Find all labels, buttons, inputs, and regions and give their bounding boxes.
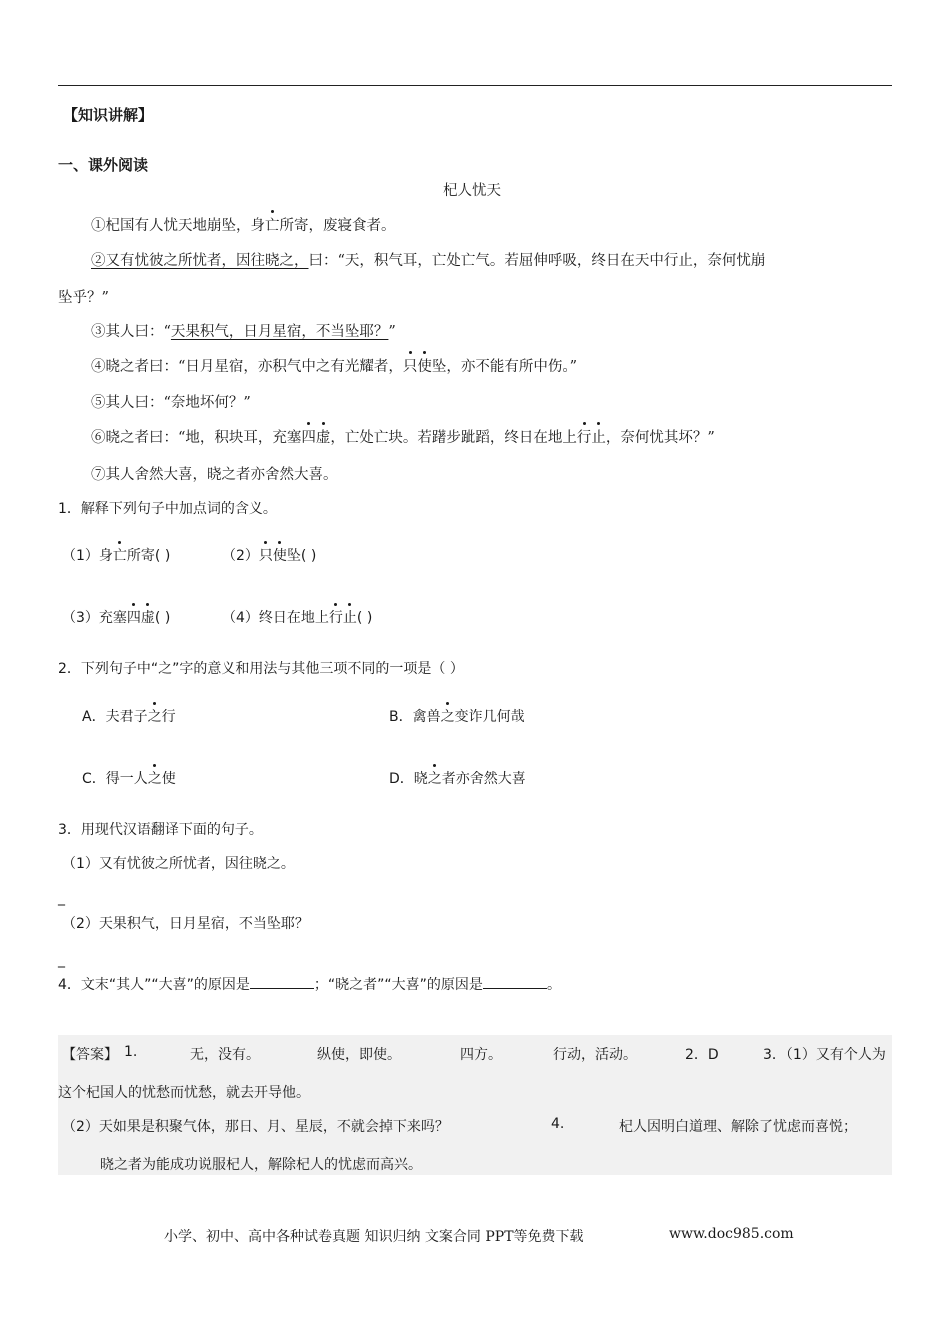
dotted-word: 四 <box>127 607 141 627</box>
answer-3-1: 3．（1）又有个人为 <box>763 1047 886 1063</box>
passage-paragraph-7: ⑦其人舍然大喜，晓之者亦舍然大喜。 <box>91 467 338 483</box>
question-1-item-2: （2）只使坠( ) <box>222 545 316 565</box>
question-3-stem: 3．用现代汉语翻译下面的句子。 <box>58 822 263 838</box>
question-3-sentence-2: （2）天果积气，日月星宿，不当坠耶？ <box>62 916 309 932</box>
dotted-word: 虚 <box>316 426 331 447</box>
question-4: 4．文末“其人”“大喜”的原因是 ；“晓之者”“大喜”的原因是 。 <box>58 974 561 994</box>
passage-paragraph-6: ⑥晓之者曰：“地，积块耳，充塞四虚，亡处亡块。若躇步跐蹈，终日在地上行止，奈何忧其坏？” <box>91 426 715 447</box>
dotted-word: 只 <box>259 545 273 565</box>
answer-3-2: （2）天如果是积聚气体，那日、月、星辰，不就会掉下来吗？ <box>62 1119 449 1135</box>
answer-line-mark: _ <box>58 890 65 906</box>
answer-4-number: 4. <box>551 1116 565 1132</box>
dotted-word: 虚 <box>141 607 155 627</box>
dotted-word: 亡 <box>113 545 127 565</box>
answer-line-mark: _ <box>58 952 65 968</box>
dotted-word: 止 <box>343 607 357 627</box>
answer-number: 1. <box>124 1044 138 1060</box>
answer-1-4: 行动，活动。 <box>553 1047 637 1063</box>
option-d[interactable]: D．晓之者亦舍然大喜 <box>389 768 526 788</box>
dotted-word: 行 <box>329 607 343 627</box>
option-c[interactable]: C．得一人之使 <box>82 768 176 788</box>
question-1-item-1: （1）身亡所寄( ) <box>62 545 170 565</box>
answer-1-2: 纵使，即使。 <box>317 1047 401 1063</box>
dotted-word: 使 <box>417 355 432 376</box>
fill-blank[interactable] <box>250 974 314 989</box>
question-2-stem: 2．下列句子中“之”字的意义和用法与其他三项不同的一项是（ ） <box>58 661 464 677</box>
passage-paragraph-5: ⑤其人曰：“奈地坏何？” <box>91 395 251 411</box>
answer-1-3: 四方。 <box>460 1047 502 1063</box>
section-header: 【知识讲解】 <box>63 106 154 124</box>
dotted-word: 之 <box>428 768 442 788</box>
answer-4: 杞人因明白道理、解除了忧虑而喜悦； <box>619 1119 857 1135</box>
question-3-sentence-1: （1）又有忧彼之所忧者，因往晓之。 <box>62 856 295 872</box>
question-1-stem: 1．解释下列句子中加点词的含义。 <box>58 501 277 517</box>
dotted-word: 行 <box>577 426 592 447</box>
fill-blank[interactable] <box>483 974 547 989</box>
dotted-word: 之 <box>148 768 162 788</box>
header-rule <box>58 85 892 86</box>
passage-paragraph-4: ④晓之者曰：“日月星宿，亦积气中之有光耀者，只使坠，亦不能有所中伤。” <box>91 355 577 376</box>
answer-4-cont: 晓之者为能成功说服杞人，解除杞人的忧虑而高兴。 <box>100 1157 422 1173</box>
passage-title: 杞人忧天 <box>443 183 501 199</box>
underlined-sentence: 天果积气，日月星宿，不当坠耶？ <box>170 324 389 340</box>
option-b[interactable]: B．禽兽之变诈几何哉 <box>389 706 525 726</box>
underlined-sentence: ②又有忧彼之所忧者，因往晓之， <box>91 253 309 269</box>
dotted-word: 之 <box>148 706 162 726</box>
option-a[interactable]: A．夫君子之行 <box>82 706 176 726</box>
dotted-word: 只 <box>403 355 418 376</box>
answer-1-1: 无，没有。 <box>190 1047 260 1063</box>
question-1-item-3: （3）充塞四虚( ) <box>62 607 170 627</box>
passage-paragraph-2-cont: 坠乎？” <box>58 290 109 306</box>
dotted-word: 使 <box>273 545 287 565</box>
answer-label: 【答案】 <box>62 1047 118 1063</box>
dotted-word: 止 <box>591 426 606 447</box>
dotted-word: 四 <box>301 426 316 447</box>
passage-paragraph-1: ①杞国有人忧天地崩坠，身亡所寄，废寝食者。 <box>91 214 396 235</box>
answer-3-1-cont: 这个杞国人的忧愁而忧愁，就去开导他。 <box>58 1085 310 1101</box>
footer-text: 小学、初中、高中各种试卷真题 知识归纳 文案合同 PPT等免费下载 <box>164 1229 584 1245</box>
dotted-word: 之 <box>441 706 455 726</box>
question-1-item-4: （4）终日在地上行止( ) <box>222 607 372 627</box>
dotted-word: 亡 <box>265 214 280 235</box>
footer-url[interactable]: www.doc985.com <box>669 1226 794 1242</box>
passage-paragraph-3: ③其人曰：“天果积气，日月星宿，不当坠耶？” <box>91 324 396 340</box>
answer-2: 2．D <box>685 1047 719 1063</box>
section-heading: 一、课外阅读 <box>58 156 149 174</box>
passage-paragraph-2: ②又有忧彼之所忧者，因往晓之，曰：“天，积气耳，亡处亡气。若屈伸呼吸，终日在天中行止，奈何忧崩 <box>91 253 766 269</box>
